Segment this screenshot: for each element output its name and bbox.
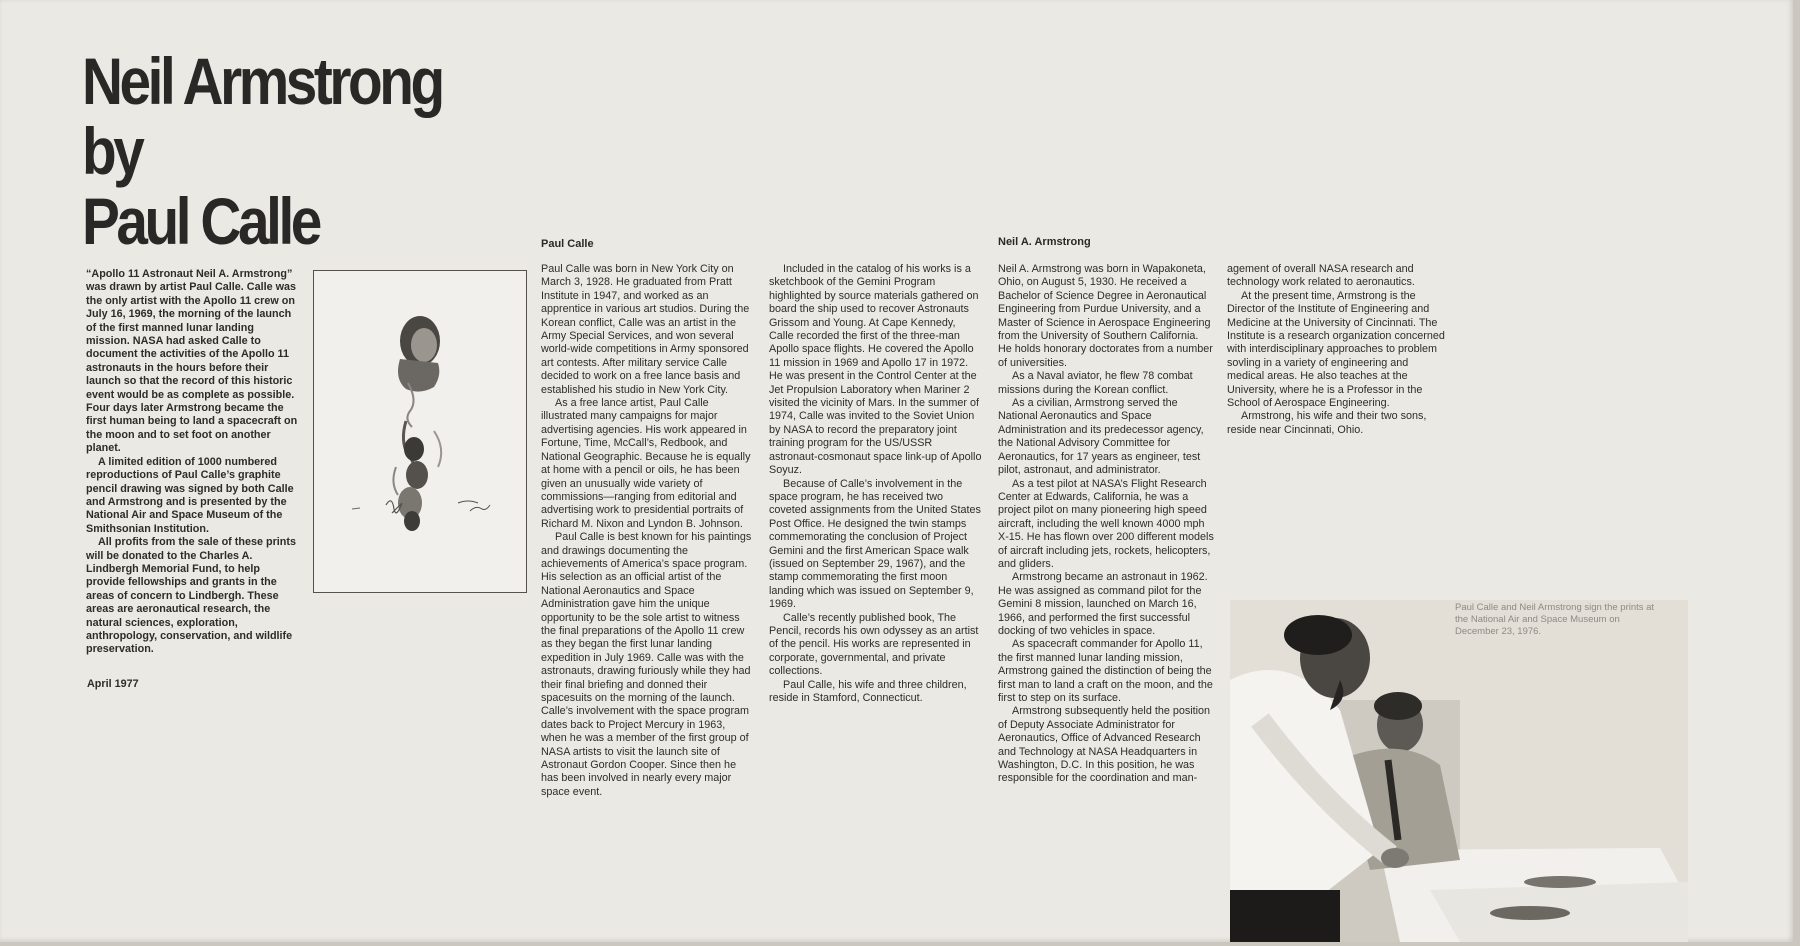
intro-paragraph: “Apollo 11 Astronaut Neil A. Armstrong” was drawn by artist Paul Calle. Calle was the only artist with the Apollo 11 crew on July 16, 1969, the morning of the launch of the first manned lunar landing mission. NASA had asked Calle to document the activities of the Apollo 11 astronauts in the hours before their launch so that the record of this historic event would be as complete as possible. Four days later Armstrong became the first human being to land a spacecraft on the moon and to set foot on another planet. [86, 268, 298, 455]
calle-column-1 [541, 263, 753, 799]
armstrong-paragraph: Armstrong subsequently held the position of Deputy Associate Administrator for Aeronautics, Office of Advanced Research and Technology at NASA Headquarters in Washington, D.C. In this position, he was responsible for the coordination and man- [998, 705, 1211, 785]
calle-paragraph: Included in the catalog of his works is a sketchbook of the Gemini Program highlighted by source materials gathered on board the ship used to recover Astronauts Grissom and Young. At Cape Kennedy, Calle recorded the first of the three-man Apollo space flights. He covered the Apollo 11 mission in 1969 and Apollo 17 in 1972. He was present in the Control Center at the Jet Propulsion Laboratory when Mariner 2 visited the vicinity of Mars. In the summer of 1974, Calle was invited to the Soviet Union by NASA to record the preparatory joint training program for the US/USSR astronaut-cosmonaut space link-up of Apollo Soyuz. [769, 263, 982, 477]
armstrong-paragraph: Neil A. Armstrong was born in Wapakoneta, Ohio, on August 5, 1930. He received a Bachelor of Science Degree in Aeronautical Engineering from Purdue University, and a Master of Science in Aerospace Engineering from the University of Southern California. He holds honorary doctorates from a number of universities. [998, 263, 1213, 369]
intro-paragraph: All profits from the sale of these prints will be donated to the Charles A. Lindbergh Memorial Fund, to help provide fellowships and grants in the areas of concern to Lindbergh. These areas are aeronautical research, the natural sciences, exploration, anthropology, conservation, and wildlife preservation. [86, 536, 296, 656]
armstrong-column-2 [1227, 263, 1445, 437]
calle-paragraph: Paul Calle was born in New York City on March 3, 1928. He graduated from Pratt Institute in 1947, and worked as an apprentice in various art studios. During the Korean conflict, Calle was an artist in the Army Special Services, and won several world-wide competitions in Army sponsored art contests. After military service Calle decided to work on a free lance basis and established his studio in New York City. [541, 263, 750, 396]
page-title [82, 46, 443, 256]
armstrong-paragraph: As a test pilot at NASA’s Flight Research Center at Edwards, California, he was a project pilot on many pioneering high speed aircraft, including the well known 4000 mph X-15. He has flown over 200 different models of aircraft including jets, rockets, helicopters, and gliders. [998, 477, 1214, 570]
armstrong-paragraph: As a civilian, Armstrong served the National Aeronautics and Space Administration and its predecessor agency, the National Advisory Committee for Aeronautics, for 17 years as engineer, test pilot, astronaut, and administrator. [998, 397, 1204, 477]
armstrong-drawing-sketch [314, 271, 526, 592]
signing-photo-image [1230, 600, 1688, 942]
armstrong-paragraph: As a Naval aviator, he flew 78 combat missions during the Korean conflict. [998, 370, 1193, 396]
title-line-3: Paul Calle [82, 184, 319, 258]
armstrong-paragraph: Armstrong, his wife and their two sons, reside near Cincinnati, Ohio. [1227, 410, 1427, 436]
title-line-1: Neil Armstrong [82, 44, 442, 118]
photo-caption: Paul Calle and Neil Armstrong sign the prints at the National Air and Space Museum on December 23, 1976. [1455, 602, 1655, 637]
armstrong-column-1 [998, 263, 1214, 786]
signing-photograph [1230, 600, 1688, 942]
armstrong-paragraph: Armstrong became an astronaut in 1962. He was assigned as command pilot for the Gemini 8 mission, launched on March 16, 1966, and performed the first successful docking of two vehicles in space. [998, 571, 1208, 637]
calle-paragraph: Paul Calle is best known for his paintings and drawings documenting the achievements of America’s space program. His selection as an official artist of the National Aeronautics and Space Administration gave him the unique opportunity to be the sole artist to witness the final preparations of the Apollo 11 crew as they began the first lunar landing expedition in July 1969. Calle was with the astronauts, drawing furiously while they had their final briefing and donned their spacesuits on the morning of the launch. Calle’s involvement with the space program dates back to Project Mercury in 1963, when he was a member of the first group of NASA artists to visit the launch site of Astronaut Gordon Cooper. Since then he has been involved in nearly every major space event. [541, 531, 752, 798]
intro-date: April 1977 [87, 678, 139, 690]
intro-text [86, 268, 300, 657]
armstrong-heading: Neil A. Armstrong [998, 236, 1091, 248]
intro-paragraph: A limited edition of 1000 numbered reproductions of Paul Calle’s graphite pencil drawing was signed by both Calle and Armstrong and is presented by the National Air and Space Museum of the Smithsonian Institution. [86, 455, 294, 535]
armstrong-paragraph: agement of overall NASA research and technology work related to aeronautics. [1227, 263, 1415, 289]
calle-column-2 [769, 263, 983, 705]
armstrong-paragraph: As spacecraft commander for Apollo 11, the first manned lunar landing mission, Armstrong gained the distinction of being the first man to land a craft on the moon, and the first to step on its surface. [998, 638, 1213, 704]
calle-paragraph: Paul Calle, his wife and three children, reside in Stamford, Connecticut. [769, 678, 967, 704]
calle-paragraph: As a free lance artist, Paul Calle illustrated many campaigns for major advertising agencies. His work appeared in Fortune, Time, McCall’s, Redbook, and National Geographic. Because he is equally at home with a pencil or oils, he has been given an unusually wide variety of commissions—ranging from editorial and advertising work to presidential portraits of Richard M. Nixon and Lyndon B. Johnson. [541, 397, 751, 530]
title-line-2: by [82, 114, 142, 188]
armstrong-paragraph: At the present time, Armstrong is the Director of the Institute of Engineering and Medicine at the University of Cincinnati. The Institute is a research organization concerned with interdisciplinary approaches to problem sovling in a variety of engineering and medical areas. He also teaches at the University, where he is a Professor in the School of Aerospace Engineering. [1227, 289, 1445, 410]
calle-paragraph: Because of Calle’s involvement in the space program, he has received two coveted assignments from the United States Post Office. He designed the twin stamps commemorating the conclusion of Project Gemini and the first American Space walk (issued on September 29, 1967), and the stamp commemorating the first moon landing which was issued on September 9, 1969. [769, 477, 981, 611]
drawing-thumbnail [313, 270, 527, 593]
calle-heading: Paul Calle [541, 238, 594, 250]
calle-paragraph: Calle’s recently published book, The Pencil, records his own odyssey as an artist of the pencil. His works are represented in corporate, governmental, and private collections. [769, 611, 979, 678]
